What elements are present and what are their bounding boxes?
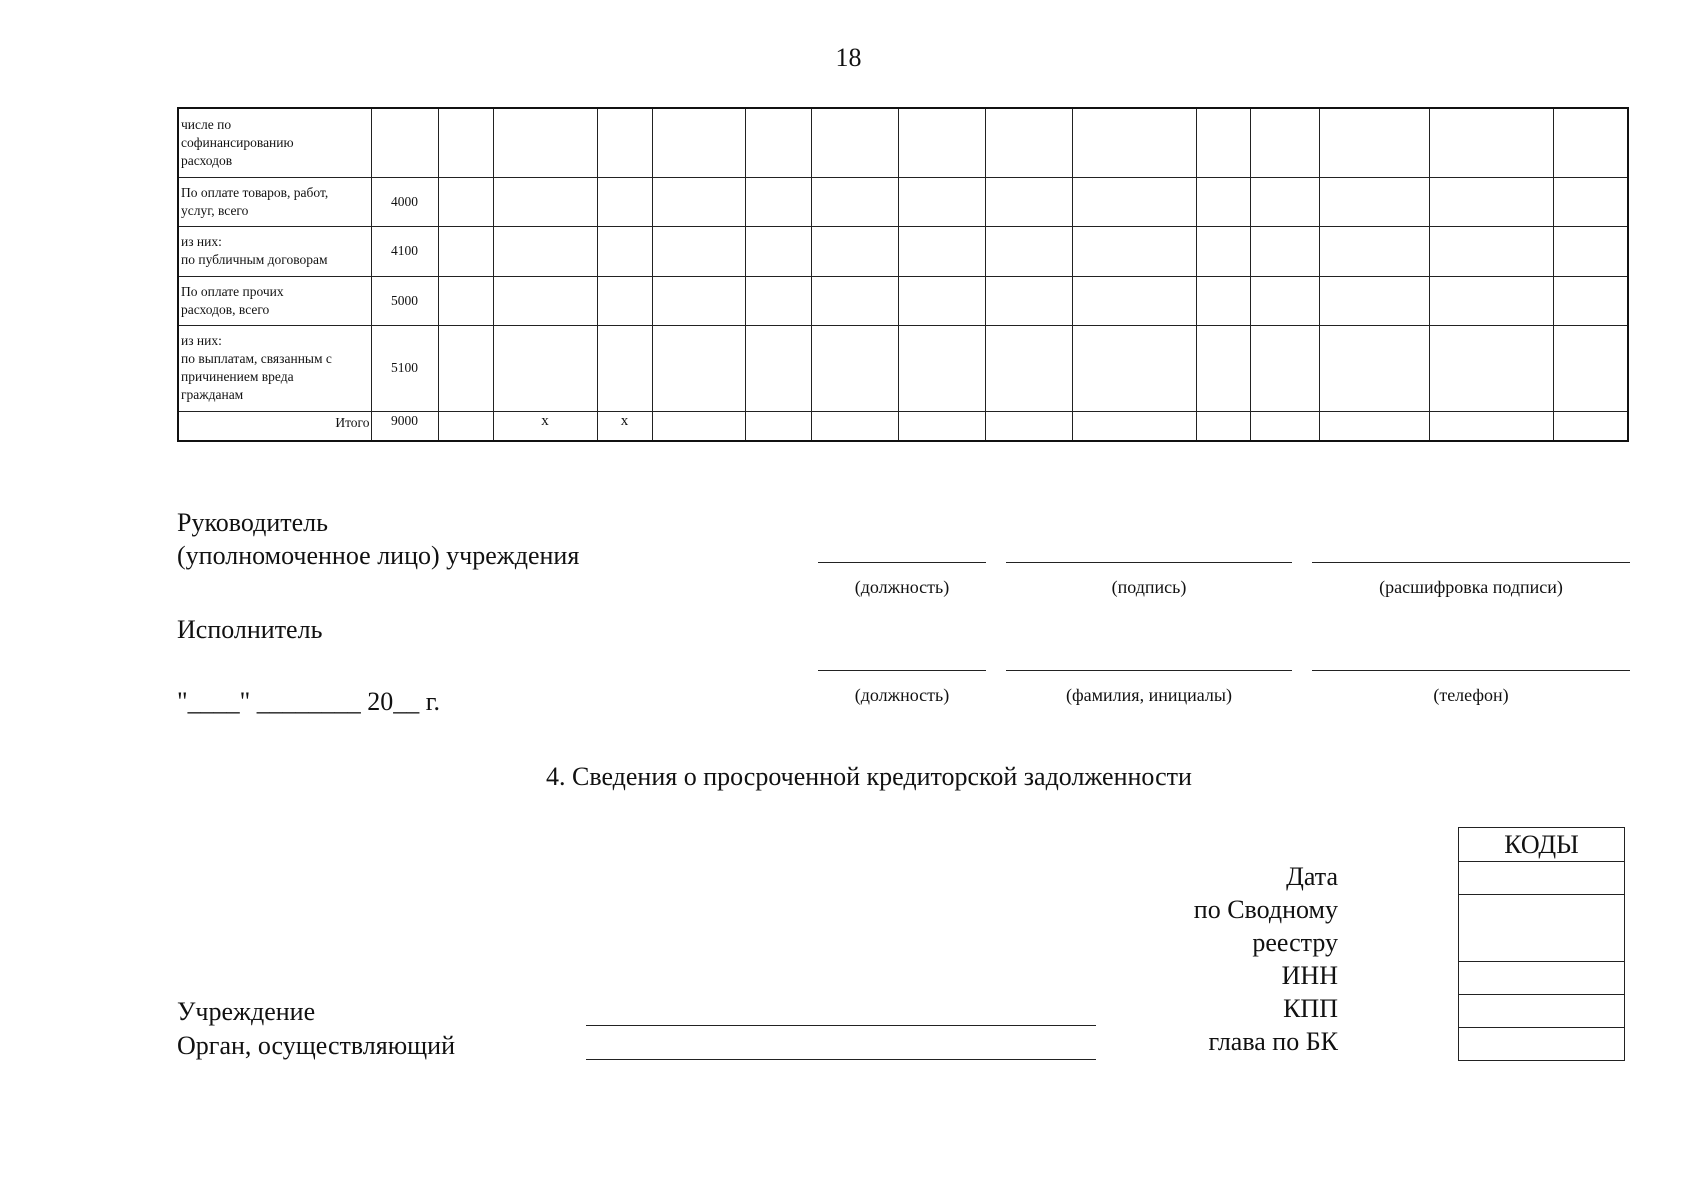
value-cell[interactable] [652, 226, 745, 276]
value-cell[interactable] [1553, 411, 1628, 441]
value-cell[interactable] [985, 108, 1072, 177]
value-cell[interactable] [811, 411, 898, 441]
institution-line[interactable] [586, 1025, 1096, 1026]
org-labels [177, 995, 455, 1063]
head-label-2: (уполномоченное лицо) учреждения [177, 541, 580, 570]
head-caption-position: (должность) [854, 577, 950, 597]
code-cell-registry[interactable] [1459, 895, 1625, 962]
org-label-authority: Орган, осуществляющий [177, 1031, 455, 1060]
value-cell[interactable] [438, 325, 493, 411]
value-cell[interactable] [898, 276, 985, 325]
value-cell[interactable] [745, 226, 811, 276]
value-cell[interactable] [1072, 177, 1196, 226]
value-cell[interactable] [745, 276, 811, 325]
row-code: 5100 [371, 325, 438, 411]
table-row [178, 177, 1628, 226]
value-cell[interactable] [811, 276, 898, 325]
row-name: По оплате товаров, работ, услуг, всего [178, 177, 371, 226]
head-caption-signature: (подпись) [1111, 577, 1187, 597]
value-cell[interactable] [493, 226, 597, 276]
value-cell[interactable] [985, 276, 1072, 325]
value-cell[interactable] [438, 411, 493, 441]
row-code [371, 108, 438, 177]
value-cell[interactable] [597, 276, 652, 325]
value-cell[interactable] [1196, 177, 1250, 226]
value-cell[interactable] [1319, 226, 1429, 276]
table-row [178, 108, 1628, 177]
value-cell[interactable] [438, 226, 493, 276]
value-cell[interactable] [597, 177, 652, 226]
value-cell[interactable] [652, 108, 745, 177]
value-cell[interactable] [1196, 276, 1250, 325]
value-cell[interactable] [1553, 108, 1628, 177]
date-line[interactable]: "____" ________ 20__ г. [177, 687, 440, 716]
value-cell[interactable] [811, 226, 898, 276]
row-name: из них: по выплатам, связанным с причинением вреда гражданам [178, 325, 371, 411]
value-cell[interactable] [745, 108, 811, 177]
value-cell[interactable] [1553, 276, 1628, 325]
value-cell[interactable] [745, 411, 811, 441]
value-cell[interactable] [438, 108, 493, 177]
expenses-table-wrapper [177, 107, 1627, 442]
value-cell[interactable] [597, 108, 652, 177]
row-name: из них: по публичным договорам [178, 226, 371, 276]
row-code: 4100 [371, 226, 438, 276]
value-cell[interactable] [1072, 411, 1196, 441]
value-cell[interactable] [745, 177, 811, 226]
executor-phone-line[interactable] [1312, 670, 1630, 671]
head-position-line[interactable] [818, 562, 986, 563]
value-cell[interactable] [1196, 411, 1250, 441]
value-cell[interactable] [985, 226, 1072, 276]
code-cell-kpp[interactable] [1459, 995, 1625, 1028]
codes-header: КОДЫ [1459, 828, 1625, 862]
expenses-table [177, 107, 1629, 442]
value-cell[interactable] [493, 325, 597, 411]
value-cell[interactable] [1250, 276, 1319, 325]
value-cell[interactable] [898, 325, 985, 411]
value-cell[interactable] [1196, 325, 1250, 411]
value-cell[interactable] [493, 177, 597, 226]
value-cell[interactable] [1429, 411, 1553, 441]
code-cell-inn[interactable] [1459, 962, 1625, 995]
code-label-registry-1: по Сводному [1193, 895, 1338, 924]
table-row [178, 276, 1628, 325]
codes-labels [1194, 860, 1338, 1058]
value-cell[interactable] [898, 226, 985, 276]
value-cell[interactable] [597, 325, 652, 411]
value-cell[interactable] [597, 226, 652, 276]
value-cell[interactable] [1319, 411, 1429, 441]
value-cell[interactable]: x [493, 411, 597, 441]
table-row [178, 226, 1628, 276]
row-name: По оплате прочих расходов, всего [178, 276, 371, 325]
page-number: 18 [835, 43, 862, 72]
executor-caption-position: (должность) [854, 685, 950, 705]
code-cell-budget-head[interactable] [1459, 1028, 1625, 1061]
authority-line[interactable] [586, 1059, 1096, 1060]
value-cell[interactable] [1429, 325, 1553, 411]
value-cell[interactable] [1429, 108, 1553, 177]
value-cell[interactable] [1553, 226, 1628, 276]
value-cell[interactable] [493, 276, 597, 325]
value-cell[interactable] [1250, 177, 1319, 226]
value-cell[interactable] [1072, 276, 1196, 325]
org-label-institution: Учреждение [177, 997, 316, 1026]
value-cell[interactable] [985, 411, 1072, 441]
value-cell[interactable] [1250, 411, 1319, 441]
value-cell[interactable] [1553, 325, 1628, 411]
value-cell[interactable] [1319, 325, 1429, 411]
value-cell[interactable] [652, 325, 745, 411]
value-cell[interactable] [652, 411, 745, 441]
value-cell[interactable] [1072, 325, 1196, 411]
executor-caption-name: (фамилия, инициалы) [1066, 685, 1232, 705]
code-label-budget-head: глава по БК [1208, 1027, 1338, 1056]
code-cell-date[interactable] [1459, 862, 1625, 895]
executor-caption-phone: (телефон) [1433, 685, 1509, 705]
value-cell[interactable] [438, 177, 493, 226]
value-cell[interactable] [1250, 108, 1319, 177]
value-cell[interactable] [1250, 325, 1319, 411]
value-cell[interactable] [1429, 226, 1553, 276]
value-cell[interactable] [811, 177, 898, 226]
executor-position-line[interactable] [818, 670, 986, 671]
table-row [178, 411, 1628, 441]
value-cell[interactable] [652, 177, 745, 226]
row-code: 5000 [371, 276, 438, 325]
code-label-inn: ИНН [1281, 961, 1338, 990]
value-cell[interactable] [898, 108, 985, 177]
value-cell[interactable] [811, 108, 898, 177]
head-caption-decode: (расшифровка подписи) [1379, 577, 1563, 597]
row-code: 9000 [371, 411, 438, 441]
executor-name-line[interactable] [1006, 670, 1292, 671]
value-cell[interactable] [1319, 276, 1429, 325]
head-signature-decode-line[interactable] [1312, 562, 1630, 563]
code-label-date: Дата [1286, 862, 1338, 891]
value-cell[interactable] [1196, 226, 1250, 276]
value-cell[interactable] [898, 411, 985, 441]
value-cell[interactable] [898, 177, 985, 226]
value-cell[interactable] [1196, 108, 1250, 177]
value-cell[interactable] [1429, 276, 1553, 325]
row-name: Итого [178, 411, 371, 441]
value-cell[interactable] [811, 325, 898, 411]
value-cell[interactable] [985, 325, 1072, 411]
value-cell[interactable] [1429, 177, 1553, 226]
head-signature-line[interactable] [1006, 562, 1292, 563]
executor-label: Исполнитель [177, 615, 323, 644]
value-cell[interactable] [1319, 177, 1429, 226]
value-cell[interactable] [438, 276, 493, 325]
code-label-registry-2: реестру [1252, 928, 1338, 957]
value-cell[interactable] [1072, 226, 1196, 276]
value-cell[interactable] [652, 276, 745, 325]
value-cell[interactable] [1319, 108, 1429, 177]
row-code: 4000 [371, 177, 438, 226]
value-cell[interactable] [985, 177, 1072, 226]
codes-table [1458, 827, 1625, 1061]
value-cell[interactable] [1072, 108, 1196, 177]
section4-title: 4. Сведения о просроченной кредиторской задолженности [546, 762, 1192, 791]
code-label-kpp: КПП [1283, 994, 1338, 1023]
value-cell[interactable] [493, 108, 597, 177]
value-cell[interactable] [745, 325, 811, 411]
head-label-1: Руководитель [177, 508, 328, 537]
value-cell[interactable]: x [597, 411, 652, 441]
value-cell[interactable] [1553, 177, 1628, 226]
table-row [178, 325, 1628, 411]
value-cell[interactable] [1250, 226, 1319, 276]
row-name: числе по софинансированию расходов [178, 108, 371, 177]
